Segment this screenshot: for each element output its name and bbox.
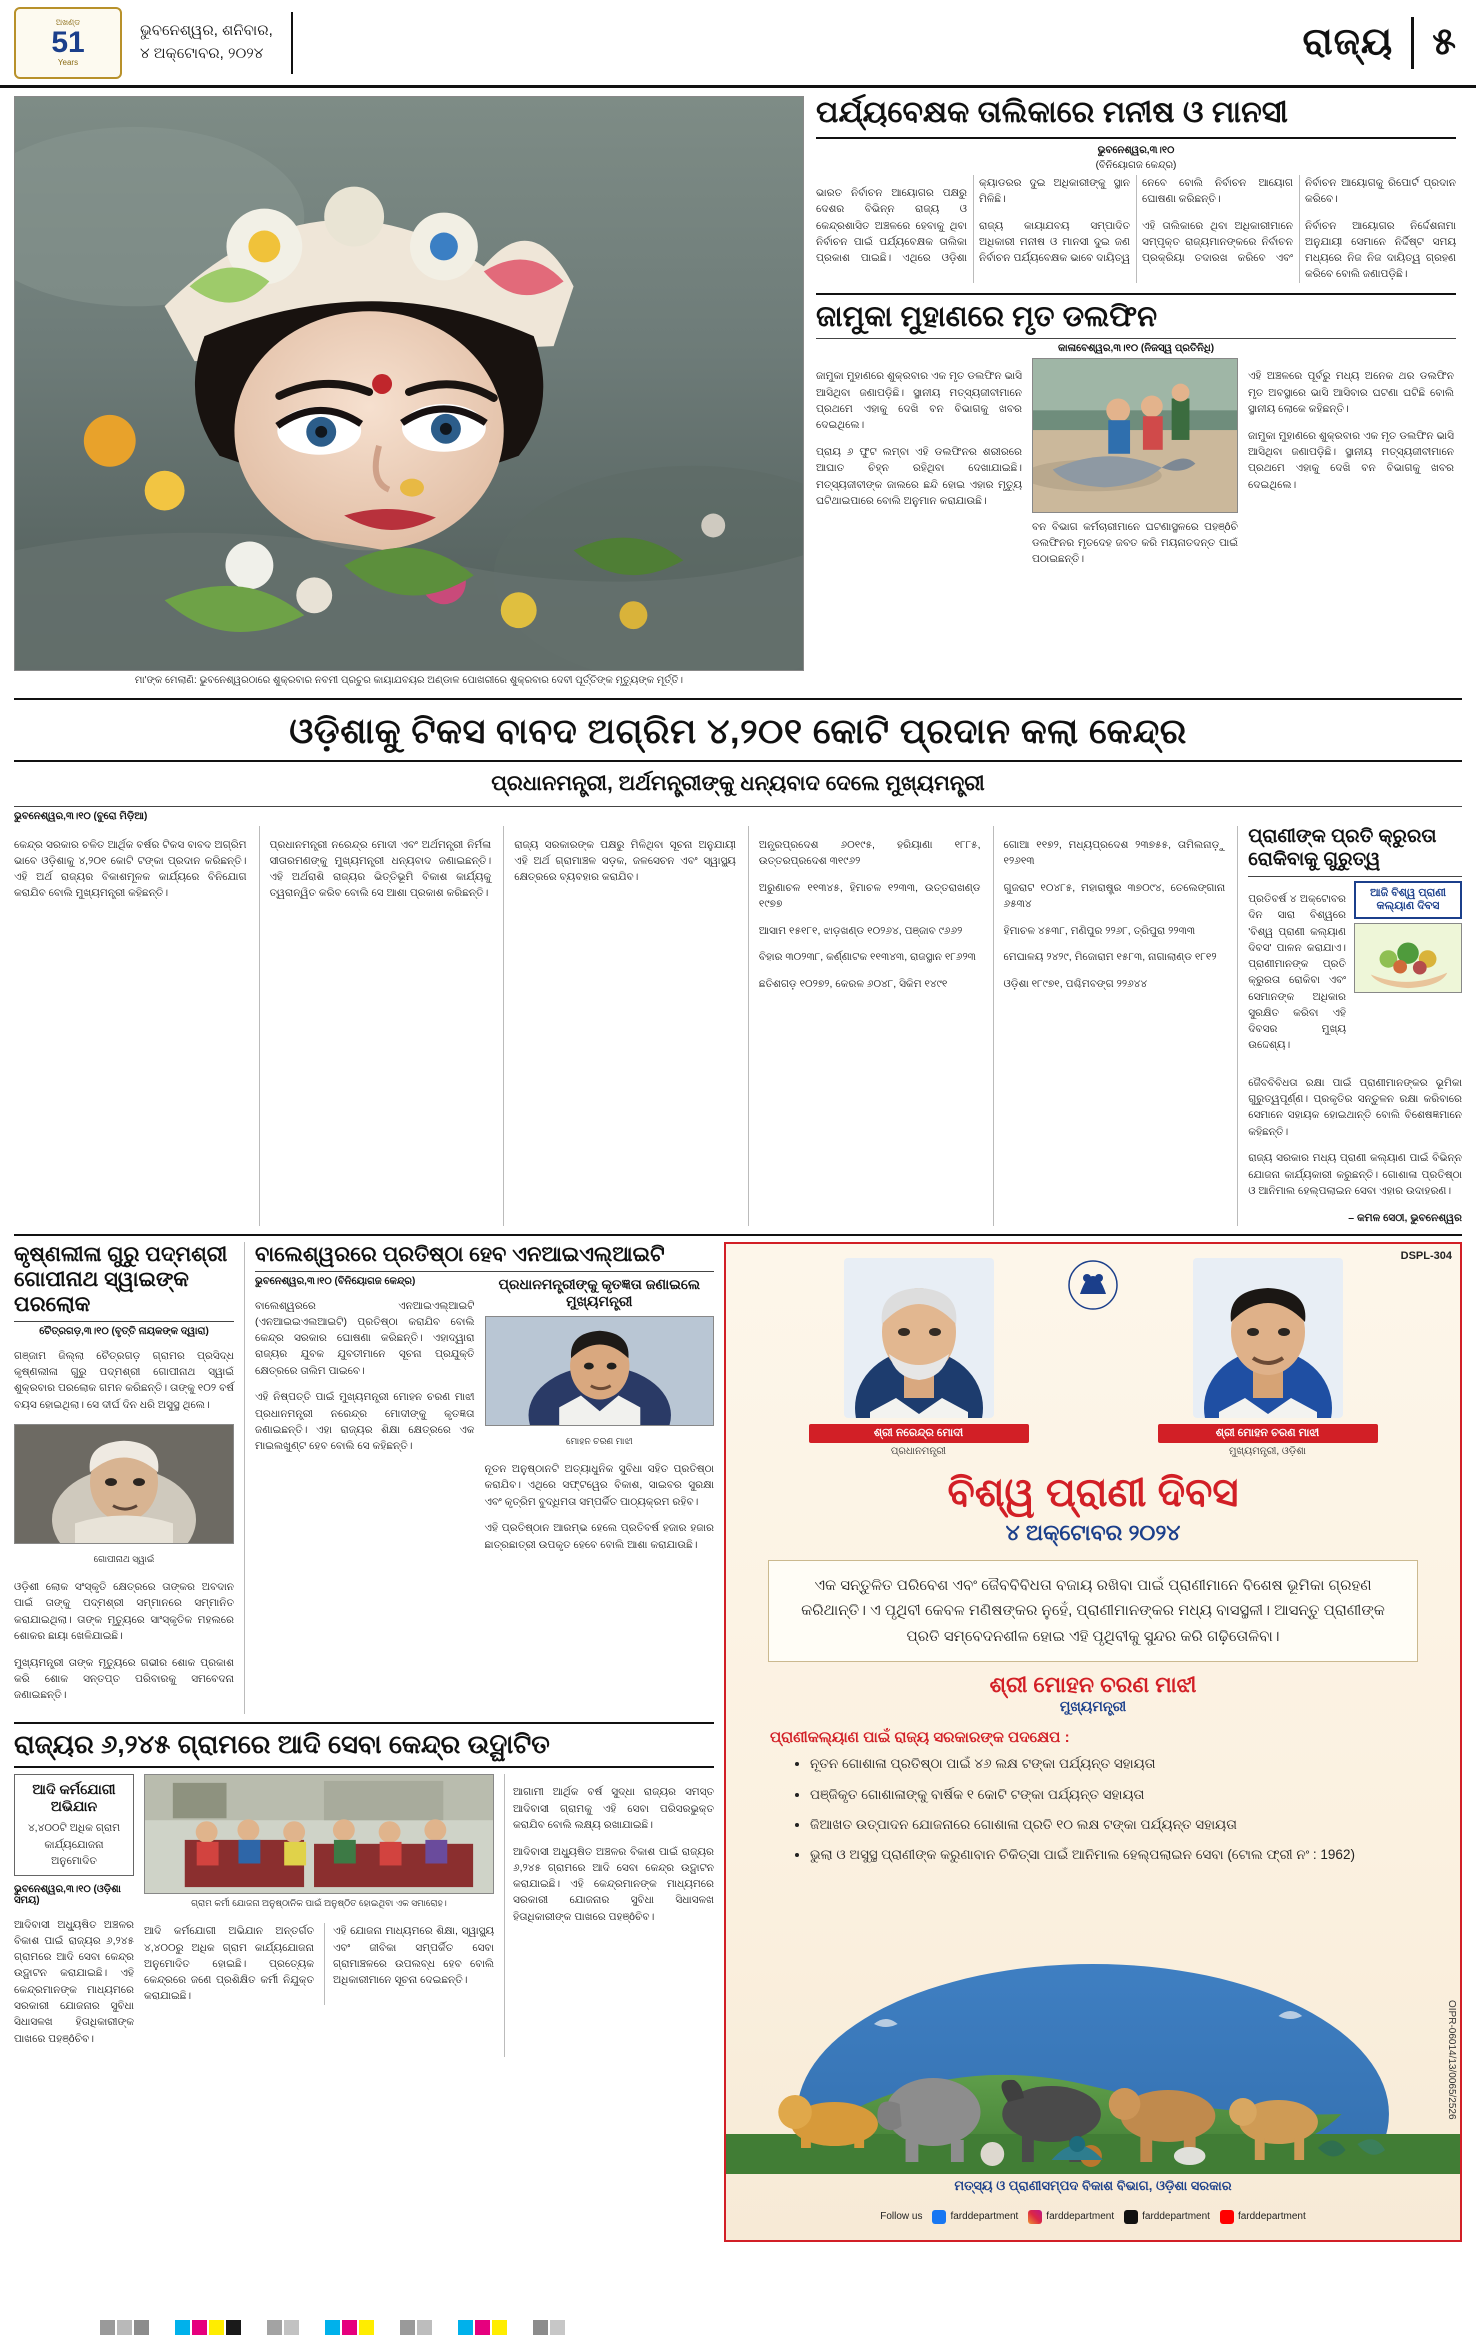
advert-code: DSPL-304 [1400,1249,1452,1262]
observer-headline: ପର୍ଯ୍ୟବେକ୍ଷକ ତାଲିକାରେ ମନୀଷ ଓ ମାନସୀ [816,96,1288,129]
lead-photo-caption: ମା'ଙ୍କ ମେଲାଣି: ଭୁବନେଶ୍ୱରଠାରେ ଶୁକ୍ରବାର ନବମୀ ପ୍ରଚୁର କାୟାଯବୟର ଅଣ୍ଡାଳ ପୋଖରୀରେ ଶୁକ୍ରବାର ଦେବୀ ପୂର୍ତ୍ତିଙ୍କ ମୃତ୍ୟୁଙ୍କ ମୂର୍ତ୍ତି। [134,675,684,686]
advance-state-line: ଆସାମ ୧୫୧୮୧, ଝାଡ଼ଖଣ୍ଡ ୧୦୨୬୪, ପଞ୍ଜାବ ୯୬୬୨ [758,924,963,937]
advance-headline: ଓଡ଼ିଶାକୁ ଟିକସ ବାବଦ ଅଗ୍ରିମ ୪,୨୦୧ କୋଟି ପ୍ରଦାନ କଲା କେନ୍ଦ୍ର [289,712,1187,751]
adi-photo [144,1774,494,1894]
dolphin-para: ଜାମୁକା ମୁହାଣରେ ଶୁକ୍ରବାର ଏକ ମୃତ ଡଲଫିନ ଭାସି ଆସିଥିବା ଜଣାପଡ଼ିଛି। ସ୍ଥାନୀୟ ମତ୍ସ୍ୟଜୀବୀମାନେ ପ୍ରଥମେ ଏହାକୁ ଦେଖି ବନ ବିଭାଗକୁ ଖବର ଦେଇଥିଲେ। [1248,429,1454,491]
cruelty-para: ଜୈବବିବିଧତା ରକ୍ଷା ପାଇଁ ପ୍ରାଣୀମାନଙ୍କର ଭୂମିକା ଗୁରୁତ୍ୱପୂର୍ଣ୍ଣ। ପ୍ରକୃତିର ସନ୍ତୁଳନ ରକ୍ଷା କରିବାରେ ସେମାନେ ସହାୟକ ହୋଇଥାନ୍ତି ବୋଲି ବିଶେଷଜ୍ଞମାନେ କହିଛନ୍ତି। [1248,1076,1462,1138]
advert-cm-role: ମୁଖ୍ୟମନ୍ତ୍ରୀ [1059,1698,1127,1715]
guru-para: ଓଡ଼ିଶୀ ଲୋକ ସଂସ୍କୃତି କ୍ଷେତ୍ରରେ ତାଙ୍କର ଅବଦାନ ପାଇଁ ତାଙ୍କୁ ପଦ୍ମଶ୍ରୀ ସମ୍ମାନରେ ସମ୍ମାନିତ କରାଯାଇଥିଲା। ତାଙ୍କ ମୃତ୍ୟୁରେ ସାଂସ୍କୃତିକ ମହଲରେ ଶୋକର ଛାୟା ଖେଳିଯାଇଛି। [14,1581,234,1642]
advance-state-line: ଗୁଜରାଟ ୧୦୪୮୫, ମହାରାଷ୍ଟ୍ର ୩୭୦୯୪, ତେଲେଙ୍ଗାନା ୬୫୩୪ [1003,881,1226,910]
instagram-link[interactable] [1028,2210,1114,2224]
adi-para: ଆଗାମୀ ଆର୍ଥିକ ବର୍ଷ ସୁଦ୍ଧା ରାଜ୍ୟର ସମସ୍ତ ଆଦିବାସୀ ଗ୍ରାମକୁ ଏହି ସେବା ପରିସରଭୁକ୍ତ କରାଯିବ ବୋଲି ଲକ୍ଷ୍ୟ ରଖାଯାଇଛି। [513,1786,714,1831]
guru-photo-caption: ଗୋପୀନାଥ ସ୍ୱାଇଁ [93,1553,155,1564]
page-number: ୫ [1432,21,1456,63]
lower-left-column [14,1242,714,2242]
cm-role-badge: ମୁଖ୍ୟମନ୍ତ୍ରୀ, ଓଡ଼ିଶା [1229,1445,1306,1457]
guru-story [14,1242,234,1714]
facebook-link[interactable] [932,2210,1018,2224]
adi-para: ଆଦିବାସୀ ଅଧ୍ୟୁଷିତ ଅଞ୍ଚଳର ବିକାଶ ପାଇଁ ରାଜ୍ୟର ୬,୨୪୫ ଗ୍ରାମରେ ଆଦି ସେବା କେନ୍ଦ୍ର ଉଦ୍ଘାଟନ କରାଯାଇଛି। ଏହି କେନ୍ଦ୍ରମାନଙ୍କ ମାଧ୍ୟମରେ ସରକାରୀ ଯୋଜନାର ସୁବିଧା ସିଧାସଳଖ ହିତାଧିକାରୀଙ୍କ ପାଖରେ ପହଞ୍ôଚିବ। [14,1918,134,2045]
adi-box-title: ଆଦି କର୍ମଯୋଗୀ ଅଭିଯାନ [32,1780,116,1814]
animals-globe-illustration [726,1964,1460,2174]
advance-para: ରାଜ୍ୟ ସରକାରଙ୍କ ପକ୍ଷରୁ ମିଳିଥିବା ସୂଚନା ଅନୁଯାୟୀ ଏହି ଅର୍ଥ ଗ୍ରାମାଞ୍ଚଳ ସଡ଼କ, ଜଳସେଚନ ଏବଂ ସ୍ୱାସ୍ଥ୍ୟ କ୍ଷେତ୍ରରେ ବ୍ୟବହାର କରାଯିବ। [514,838,736,884]
cb-group-gray-3 [400,2320,432,2335]
twitter-handle: farddepartment [1142,2211,1210,2223]
cm-photo [485,1316,714,1426]
advance-col [503,826,736,1226]
cruelty-col [1237,826,1462,1226]
guru-photo [14,1424,234,1544]
advance-state-line: ବିହାର ୩୦୨୩୮, କର୍ଣ୍ଣାଟକ ୧୧୩୪୩, ରାଜସ୍ଥାନ ୧୮୬୨୩ [758,951,976,964]
emblem-years-label: Years [57,58,79,67]
dolphin-dateline: କାଳାବେଶ୍ୱର,୩।୧୦ (ନିଜସ୍ୱ ପ୍ରତିନିଧି) [1057,342,1215,354]
nit-headline: ବାଲେଶ୍ୱରରେ ପ୍ରତିଷ୍ଠା ହେବ ଏନଆଇଏଲ୍ଆଇଟି [255,1242,665,1266]
advance-state-line: ଅନ୍ଧ୍ରପ୍ରଦେଶ ୬୦୧୯୫, ହରିୟାଣା ୧୮୮୫, ଉତ୍ତରପ୍ରଦେଶ ୩୧୯୬୨ [758,838,981,867]
advert-point: • ଜିଆଖତ ଉତ୍ପାଦନ ଯୋଜନାରେ ଗୋଶାଳା ପ୍ରତି ୧୦ ଲକ୍ଷ ଟଙ୍କା ପର୍ଯ୍ୟନ୍ତ ସହାୟତା [810,1813,1416,1837]
adi-col-right [504,1774,714,2058]
advertisement-column [724,1242,1462,2242]
masthead [0,0,1476,88]
guru-nit-row [14,1242,714,1714]
advert-point: • ନୂତନ ଗୋଶାଳା ପ୍ରତିଷ୍ଠା ପାଇଁ ୪୬ ଲକ୍ଷ ଟଙ୍କା ପର୍ଯ୍ୟନ୍ତ ସହାୟତା [810,1752,1416,1776]
guru-dateline: ଚୈତ୍ରଗଡ଼,୩।୧୦ (ବୃତ୍ତି ନାୟକଙ୍କ ଦ୍ୱାରା) [39,1326,209,1338]
advance-state-line: ଗୋଆ ୧୧୭୨, ମଧ୍ୟପ୍ରଦେଶ ୨୩୭୫୫, ତାମିଲନାଡ଼ୁ ୧୨୬୧୩ [1003,838,1226,867]
facebook-handle: farddepartment [950,2211,1019,2223]
adi-photo-col [144,1774,494,2058]
adi-meeting-image [145,1775,493,1893]
advert-vertical-code: OIPR-06014/13/0065/2526 [1446,2000,1457,2120]
nit-story [244,1242,714,1714]
masthead-divider [1411,17,1414,69]
cb-group-gray-2 [267,2320,299,2335]
advance-state-line: ଅରୁଣାଚଳ ୧୧୩୪୫, ହିମାଚଳ ୧୨୩୩, ଉତ୍ତରାଖଣ୍ଡ ୧୯୭୭ [758,881,981,910]
cm-photo-caption: ମୋହନ ଚରଣ ମାଝୀ [565,1435,633,1446]
nit-para: ବାଲେଶ୍ୱରରେ ଏନଆଇଏଲ୍ଆଇଟି (ଏନଆଇଇଏଲଆଇଟି) ପ୍ରତିଷ୍ଠା କରାଯିବ ବୋଲି କେନ୍ଦ୍ର ସରକାର ଘୋଷଣା କରିଛନ୍ତି। ଏହାଦ୍ୱାରା ରାଜ୍ୟର ଯୁବକ ଯୁବତୀମାନେ ସୂଚନା ପ୍ରଯୁକ୍ତି କ୍ଷେତ୍ରରେ ତାଲିମ ପାଇବେ। [255,1299,475,1377]
advance-col-states-2 [993,826,1226,1226]
ashoka-emblem-icon [1066,1258,1120,1312]
dolphin-body-wrap [816,358,1456,578]
guru-portrait-image [15,1425,233,1543]
pm-name: ଶ୍ରୀ ନରେନ୍ଦ୍ର ମୋଦୀ [809,1424,1029,1443]
cm-portrait-advert-image [1193,1258,1343,1418]
cm-name-badge: ଶ୍ରୀ ମୋହନ ଚରଣ ମାଝୀ [1158,1424,1378,1443]
pm-portrait-image [844,1258,994,1418]
cruelty-para: ପ୍ରତିବର୍ଷ ୪ ଅକ୍ଟୋବର ଦିନ ସାରା ବିଶ୍ୱରେ 'ବିଶ୍ୱ ପ୍ରାଣୀ କଲ୍ୟାଣ ଦିବସ' ପାଳନ କରାଯାଏ। ପ୍ରାଣୀମାନଙ୍କ ପ୍ରତି କ୍ରୁରତା ରୋକିବା ଏବଂ ସେମାନଙ୍କ ଅଧିକାର ସୁରକ୍ଷିତ କରିବା ଏହି ଦିବସର ମୁଖ୍ୟ ଉଦ୍ଦେଶ୍ୟ। [1248,893,1346,1052]
pm-photo [844,1258,994,1418]
cb-group-cmyk-2 [325,2320,374,2335]
nit-para: ନୂତନ ଅନୁଷ୍ଠାନଟି ଅତ୍ୟାଧୁନିକ ସୁବିଧା ସହିତ ପ୍ରତିଷ୍ଠା କରାଯିବ। ଏଥିରେ ସଫ୍ଟୱେର ବିକାଶ, ସାଇବର ସୁରକ୍ଷା ଏବଂ କୃତ୍ରିମ ବୁଦ୍ଧିମତା ସମ୍ପର୍କିତ ପାଠ୍ୟକ୍ରମ ରହିବ। [484,1463,714,1508]
masthead-place: ଭୁବନେଶ୍ୱର, ଶନିବାର, [140,22,273,39]
adi-photo-caption: ଗ୍ରାମ କର୍ମୀ ଯୋଜନା ଅନୁଷ୍ଠାନିକ ପାଇଁ ଅନୁଷ୍ଠିତ ହୋଇଥିବା ଏକ ସମାରୋହ। [191,1897,447,1908]
facebook-icon [932,2210,946,2224]
cb-group-cmyk-3 [458,2320,507,2335]
lead-photo [14,96,804,671]
advance-state-line: ଛତିଶଗଡ଼ ୧୦୨୭୨, କେରଳ ୬୦୪୮, ସିକିମ ୧୪୯୧ [758,978,948,991]
observer-body [816,175,1456,283]
youtube-link[interactable] [1220,2210,1306,2224]
page-content [0,88,1476,2242]
nit-sidebar-head: ପ୍ରଧାନମନ୍ତ୍ରୀଙ୍କୁ କୃତଜ୍ଞତା ଜଣାଇଲେ ମୁଖ୍ୟମନ୍ତ୍ରୀ [498,1276,701,1309]
youtube-icon [1220,2210,1234,2224]
advert-message: ଏକ ସନ୍ତୁଳିତ ପରିବେଶ ଏବଂ ଜୈବବିବିଧତା ବଜାୟ ରଖିବା ପାଇଁ ପ୍ରାଣୀମାନେ ବିଶେଷ ଭୂମିକା ଗ୍ରହଣ କରିଥାନ୍ତି। ଏ ପୃଥିବୀ କେବଳ ମଣିଷଙ୍କର ନୁହେଁ, ପ୍ରାଣୀମାନଙ୍କର ମଧ୍ୟ ବାସସ୍ଥଳୀ। ଆସନ୍ତୁ ପ୍ରାଣୀଙ୍କ ପ୍ରତି ସମ୍ବେଦନଶୀଳ ହୋଇ ଏହି ପୃଥିବୀକୁ ସୁନ୍ଦର କରି ଗଢ଼ିତୋଳିବା। [768,1560,1418,1663]
advance-state-line: ଓଡ଼ିଶା ୧୮୯୭୧, ପଶ୍ଚିମବଙ୍ଗ ୨୨୬୪୪ [1003,978,1148,991]
advance-state-line: ମେଘାଳୟ ୨୪୨୯, ମିଜୋରାମ ୧୫୮୩, ନାଗାଲାଣ୍ଡ ୧୮୧୨ [1003,951,1217,964]
masthead-date: ୪ ଅକ୍ଟୋବର, ୨୦୨୪ [140,44,264,62]
cruelty-byline: – କମଳ ସେଠୀ, ଭୁବନେଶ୍ୱର [1348,1211,1462,1224]
advance-para: ପ୍ରଧାନମନ୍ତ୍ରୀ ନରେନ୍ଦ୍ର ମୋଦୀ ଏବଂ ଅର୍ଥମନ୍ତ୍ରୀ ନିର୍ମଳା ସୀତାରମଣଙ୍କୁ ମୁଖ୍ୟମନ୍ତ୍ରୀ ଧନ୍ୟବାଦ ଜଣାଇଛନ୍ତି। ଏହି ଅର୍ଥରାଶି ରାଜ୍ୟର ଭିତ୍ତିଭୂମି ବିକାଶ କାର୍ଯ୍ୟକୁ ତ୍ୱରାନ୍ୱିତ କରିବ ବୋଲି ସେ ଆଶା ପ୍ରକାଶ କରିଛନ୍ତି। [269,838,492,900]
leader-cm [1158,1258,1378,1457]
cm-advert-photo [1193,1258,1343,1418]
nit-para: ଏହି ପ୍ରତିଷ୍ଠାନ ଆରମ୍ଭ ହେଲେ ପ୍ରତିବର୍ଷ ହଜାର ହଜାର ଛାତ୍ରଛାତ୍ରୀ ଉପକୃତ ହେବେ ବୋଲି ଆଶା କରାଯାଉଛି। [484,1522,714,1551]
dolphin-para: ବନ ବିଭାଗ କର୍ମଚାରୀମାନେ ଘଟଣାସ୍ଥଳରେ ପହଞ୍ôଚି ଡଲଫିନର ମୃତଦେହ ଜବତ କରି ମୟନାତଦନ୍ତ ପାଇଁ ପଠାଇଛନ୍ତି। [1032,520,1238,566]
observer-para: ନିର୍ବାଚନ ଆୟୋଗର ନିର୍ଦ୍ଦେଶନାମା ଅନୁଯାୟୀ ସେମାନେ ନିର୍ଦ୍ଦିଷ୍ଟ ସମୟ ମଧ୍ୟରେ ନିଜ ନିଜ ଦାୟିତ୍ୱ ଗ୍ରହଣ କରିବେ ବୋଲି ଜଣାପଡ଼ିଛି। [1305,219,1456,281]
advert-date: ୪ ଅକ୍ଟୋବର ୨୦୨୪ [1005,1519,1181,1545]
advance-col-states [748,826,981,1226]
world-animal-day-advert [724,1242,1462,2242]
dolphin-headline: ଜାମୁକା ମୁହାଣରେ ମୃତ ଡଲଫିନ [816,300,1158,333]
advance-subhead: ପ୍ରଧାନମନ୍ତ୍ରୀ, ଅର୍ଥମନ୍ତ୍ରୀଙ୍କୁ ଧନ୍ୟବାଦ ଦେଲେ ମୁଖ୍ୟମନ୍ତ୍ରୀ [491,772,985,795]
adi-body [14,1774,714,2058]
cruelty-headline: ପ୍ରାଣୀଙ୍କ ପ୍ରତି କ୍ରୁରତା ରୋକିବାକୁ ଗୁରୁତ୍ୱ [1248,826,1437,870]
twitter-link[interactable] [1124,2210,1210,2224]
adi-dateline: ଭୁବନେଶ୍ୱର,୩।୧୦ (ଓଡ଼ିଶା ସମୟ) [14,1884,121,1907]
adi-para: ଆଦିବାସୀ ଅଧ୍ୟୁଷିତ ଅଞ୍ଚଳର ବିକାଶ ପାଇଁ ରାଜ୍ୟର ୬,୨୪୫ ଗ୍ରାମରେ ଆଦି ସେବା କେନ୍ଦ୍ର ଉଦ୍ଘାଟନ କରାଯାଇଛି। ଏହି କେନ୍ଦ୍ରମାନଙ୍କ ମାଧ୍ୟମରେ ସରକାରୀ ଯୋଜନାର ସୁବିଧା ସିଧାସଳଖ ହିତାଧିକାରୀଙ୍କ ପାଖରେ ପହଞ୍ôଚିବ। [513,1845,714,1923]
lead-photo-image [15,97,803,670]
section-title: ରାଜ୍ୟ [1302,21,1394,63]
guru-para: ମୁଖ୍ୟମନ୍ତ୍ରୀ ତାଙ୍କ ମୃତ୍ୟୁରେ ଗଭୀର ଶୋକ ପ୍ରକାଶ କରି ଶୋକ ସନ୍ତପ୍ତ ପରିବାରକୁ ସମବେଦନା ଜଣାଇଛନ୍ତି। [14,1656,234,1702]
observer-para: ଏହି ତାଲିକାରେ ଥିବା ଅଧିକାରୀମାନେ ସମ୍ପୃକ୍ତ ରାଜ୍ୟମାନଙ୍କରେ ନିର୍ବାଚନ ପ୍ରକ୍ରିୟା ତଦାରଖ କରିବେ ଏବଂ ନିର୍ବାଚନ ଆୟୋଗକୁ ରିପୋର୍ଟ ପ୍ରଦାନ କରିବେ। [1142,176,1456,265]
nit-para: ଏହି ନିଷ୍ପତ୍ତି ପାଇଁ ମୁଖ୍ୟମନ୍ତ୍ରୀ ମୋହନ ଚରଣ ମାଝୀ ପ୍ରଧାନମନ୍ତ୍ରୀ ନରେନ୍ଦ୍ର ମୋଦୀଙ୍କୁ କୃତଜ୍ଞତା ଜଣାଇଛନ୍ତି। ଏହା ରାଜ୍ୟର ଶିକ୍ଷା କ୍ଷେତ୍ରରେ ଏକ ମାଇଲଖୁଣ୍ଟ ହେବ ବୋଲି ସେ କହିଛନ୍ତି। [255,1391,475,1453]
dolphin-para: ପ୍ରାୟ ୬ ଫୁଟ ଲମ୍ବା ଏହି ଡଲଫିନର ଶରୀରରେ ଆଘାତ ଚିହ୍ନ ରହିଥିବା ଦେଖାଯାଇଛି। ମତ୍ସ୍ୟଜୀବୀଙ୍କ ଜାଲରେ ଛନ୍ଦି ହୋଇ ଏହାର ମୃତ୍ୟୁ ଘଟିଥାଇପାରେ ବୋଲି ଅନୁମାନ କରାଯାଉଛି। [816,446,1022,507]
guru-para: ଗଞ୍ଜାମ ଜିଲ୍ଲା ଚୈତ୍ରଗଡ଼ ଗ୍ରାମର ପ୍ରସିଦ୍ଧ କୃଷ୍ଣଲୀଳା ଗୁରୁ ପଦ୍ମଶ୍ରୀ ଗୋପୀନାଥ ସ୍ୱାଇଁ ଶୁକ୍ରବାର ପରଲୋକ ଗମନ କରିଛନ୍ତି। ତାଙ୍କୁ ୧୦୨ ବର୍ଷ ବୟସ ହୋଇଥିଲା। ସେ ଦୀର୍ଘ ଦିନ ଧରି ଅସୁସ୍ଥ ଥିଲେ। [14,1349,234,1411]
advance-body [14,826,1462,1226]
lower-section [14,1242,1462,2242]
top-right-stories [816,96,1456,690]
cb-group-cmyk-1 [175,2320,241,2335]
observer-para: ଭାରତ ନିର୍ବାଚନ ଆୟୋଗର ପକ୍ଷରୁ ଦେଶର ବିଭିନ୍ନ ରାଜ୍ୟ ଓ କେନ୍ଦ୍ରଶାସିତ ଅଞ୍ଚଳରେ ହେବାକୁ ଥିବା ନିର୍ବାଚନ ପାଇଁ ପର୍ଯ୍ୟବେକ୍ଷକ ତାଲିକା ପ୍ରକାଶ ପାଇଛି। ଏଥିରେ ଓଡ଼ିଶା କ୍ୟାଡରର ଦୁଇ ଅଧିକାରୀଙ୍କୁ ସ୍ଥାନ ମିଳିଛି। [816,176,1130,265]
instagram-icon [1028,2210,1042,2224]
dolphin-col-left [816,358,1022,578]
emblem-years: 51 [51,26,85,59]
dolphin-photo [1032,358,1238,513]
instagram-handle: farddepartment [1046,2211,1115,2223]
lead-photo-column [14,96,804,690]
cruelty-para: ରାଜ୍ୟ ସରକାର ମଧ୍ୟ ପ୍ରାଣୀ କଲ୍ୟାଣ ପାଇଁ ବିଭିନ୍ନ ଯୋଜନା କାର୍ଯ୍ୟକାରୀ କରୁଛନ୍ତି। ଗୋଶାଳା ପ୍ରତିଷ୍ଠା ଓ ଆନିମାଲ ହେଲ୍ପଲାଇନ ସେବା ଏହାର ଉଦାହରଣ। [1248,1152,1462,1197]
follow-label: Follow us [880,2211,923,2223]
dolphin-photo-image [1033,359,1237,512]
advance-dateline: ଭୁବନେଶ୍ୱର,୩।୧୦ (ବୁରୋ ମିଡ଼ିଆ) [14,811,148,822]
advert-title: ବିଶ୍ୱ ପ୍ରାଣୀ ଦିବସ [947,1470,1239,1515]
advance-col [259,826,492,1226]
adi-para: ଆଦି କର୍ମଯୋଗୀ ଅଭିଯାନ ଅନ୍ତର୍ଗତ ୪,୪୦୦ରୁ ଅଧିକ ଗ୍ରାମ କାର୍ଯ୍ୟଯୋଜନା ଅନୁମୋଦିତ ହୋଇଛି। ପ୍ରତ୍ୟେକ କେନ୍ଦ୍ରରେ ଜଣେ ପ୍ରଶିକ୍ଷିତ କର୍ମୀ ନିଯୁକ୍ତ କରାଯାଇଛି। [144,1925,314,2003]
advert-point: • ଭୁଲା ଓ ଅସୁସ୍ଥ ପ୍ରାଣୀଙ୍କ କରୁଣାବାନ ଚିକିତ୍ସା ପାଇଁ ଆନିମାଲ ହେଲ୍ପଲାଇନ ସେବା (ଟୋଲ ଫ୍ରୀ ନଂ : 1962) [810,1843,1416,1867]
guru-headline: କୃଷ୍ଣଲୀଳା ଗୁରୁ ପଦ୍ମଶ୍ରୀ ଗୋପୀନାଥ ସ୍ୱାଇଙ୍କ ପରଲୋକ [14,1242,228,1317]
twitter-x-icon [1124,2210,1138,2224]
dolphin-para: ଏହି ଅଞ୍ଚଳରେ ପୂର୍ବରୁ ମଧ୍ୟ ଅନେକ ଥର ଡଲଫିନ ମୃତ ଅବସ୍ଥାରେ ଭାସି ଆସିବାର ଘଟଣା ଘଟିଛି ବୋଲି ସ୍ଥାନୀୟ ଲୋକେ କହିଛନ୍ତି। [1248,370,1454,415]
nit-dateline: ଭୁବନେଶ୍ୱର,୩।୧୦ (ବିନିୟୋଗଜ କେନ୍ଦ୍ର) [255,1276,416,1288]
advance-para: କେନ୍ଦ୍ର ସରକାର ଚଳିତ ଆର୍ଥିକ ବର୍ଷର ଟିକସ ବାବଦ ଅଗ୍ରିମ ଭାବେ ଓଡ଼ିଶାକୁ ୪,୨୦୧ କୋଟି ଟଙ୍କା ପ୍ରଦାନ କରିଛନ୍ତି। ଏହି ଅର୍ଥ ରାଜ୍ୟର ବିକାଶମୂଳକ କାର୍ଯ୍ୟରେ ବିନିଯୋଗ କରାଯିବ ବୋଲି ମୁଖ୍ୟମନ୍ତ୍ରୀ କହିଛନ୍ତି। [14,838,247,900]
advert-animal-scene [726,1964,1460,2174]
adi-box-col [14,1774,134,2058]
anniversary-emblem [14,7,122,79]
youtube-handle: farddepartment [1237,2211,1306,2223]
dolphin-para: ଜାମୁକା ମୁହାଣରେ ଶୁକ୍ରବାର ଏକ ମୃତ ଡଲଫିନ ଭାସି ଆସିଥିବା ଜଣାପଡ଼ିଛି। ସ୍ଥାନୀୟ ମତ୍ସ୍ୟଜୀବୀମାନେ ପ୍ରଥମେ ଏହାକୁ ଦେଖି ବନ ବିଭାଗକୁ ଖବର ଦେଇଥିଲେ। [816,370,1022,432]
advert-footer: ମତ୍ସ୍ୟ ଓ ପ୍ରାଣୀସମ୍ପଦ ବିକାଶ ବିଭାଗ, ଓଡ଼ିଶା ସରକାର [954,2177,1232,2193]
advert-points-list [770,1752,1416,1867]
observer-dateline: ଭୁବନେଶ୍ୱର,୩।୧୦ [1097,144,1175,156]
cb-group-gray-4 [533,2320,565,2335]
adi-box-text: ୪,୪୦୦ଟି ଅଧିକ ଗ୍ରାମ କାର୍ଯ୍ୟଯୋଜନା ଅନୁମୋଦିତ [27,1822,121,1867]
advert-follow-row [726,2210,1460,2224]
state-emblem-icon [1064,1258,1122,1314]
leader-pm [809,1258,1029,1457]
dolphin-photo-col [1032,358,1238,578]
hand-animals-icon [1355,924,1461,992]
cruelty-illustration [1354,923,1462,993]
adi-para: ଏହି ଯୋଜନା ମାଧ୍ୟମରେ ଶିକ୍ଷା, ସ୍ୱାସ୍ଥ୍ୟ ଏବଂ ଜୀବିକା ସମ୍ପର୍କିତ ସେବା ଗ୍ରାମାଞ୍ଚଳରେ ଉପଲବ୍ଧ ହେବ ବୋଲି ଅଧିକାରୀମାନେ ସୂଚନା ଦେଇଛନ୍ତି। [324,1923,494,2004]
advert-cm-name: ଶ୍ରୀ ମୋହନ ଚରଣ ମାଝୀ [989,1672,1197,1698]
advert-point: • ପଞ୍ଜିକୃତ ଗୋଶାଳାଙ୍କୁ ବାର୍ଷିକ ୧ କୋଟି ଟଙ୍କା ପର୍ଯ୍ୟନ୍ତ ସହାୟତା [810,1783,1416,1807]
pm-role: ପ୍ରଧାନମନ୍ତ୍ରୀ [890,1445,947,1457]
emblem-top-text: ଅଖଣ୍ଡ [55,18,81,27]
advance-state-line: ହିମାଚଳ ୪୫୩୮, ମଣିପୁର ୨୨୬୮, ତ୍ରିପୁରା ୨୨୩୩ [1003,924,1196,937]
cruelty-badge: ଆଜି ବିଶ୍ୱ ପ୍ରାଣୀ କଲ୍ୟାଣ ଦିବସ [1354,881,1462,919]
observer-para: ରାଜ୍ୟ କାୟାଯବୟ ସମ୍ପାଦିତ ଅଧିକାରୀ ମନୀଷ ଓ ମାନସୀ ଦୁଇ ଜଣ ନିର୍ବାଚନ ପର୍ଯ୍ୟବେକ୍ଷକ ଭାବେ ଦାୟିତ୍ୱ ନେବେ ବୋଲି ନିର୍ବାଚନ ଆୟୋଗ ଘୋଷଣା କରିଛନ୍ତି। [979,176,1293,265]
adi-headline: ରାଜ୍ୟର ୬,୨୪୫ ଗ୍ରାମରେ ଆଦି ସେବା କେନ୍ଦ୍ର ଉଦ୍ଘାଟିତ [14,1728,550,1759]
advert-points-title: ପ୍ରାଣୀକଲ୍ୟାଣ ପାଇଁ ରାଜ୍ୟ ସରକାରଙ୍କ ପଦକ୍ଷେପ : [770,1729,1070,1747]
cb-group-gray [100,2320,149,2335]
color-registration-bars [0,2315,1476,2339]
masthead-section-area [1302,17,1462,69]
dolphin-col-right [1248,358,1454,578]
observer-dateline-2: (ବିନିୟୋଗଜ କେନ୍ଦ୍ର) [1095,159,1177,171]
adi-box [14,1774,134,1876]
advance-col [14,826,247,1226]
cm-portrait-image [486,1317,713,1425]
masthead-dateline [132,12,293,74]
top-block [14,96,1462,690]
